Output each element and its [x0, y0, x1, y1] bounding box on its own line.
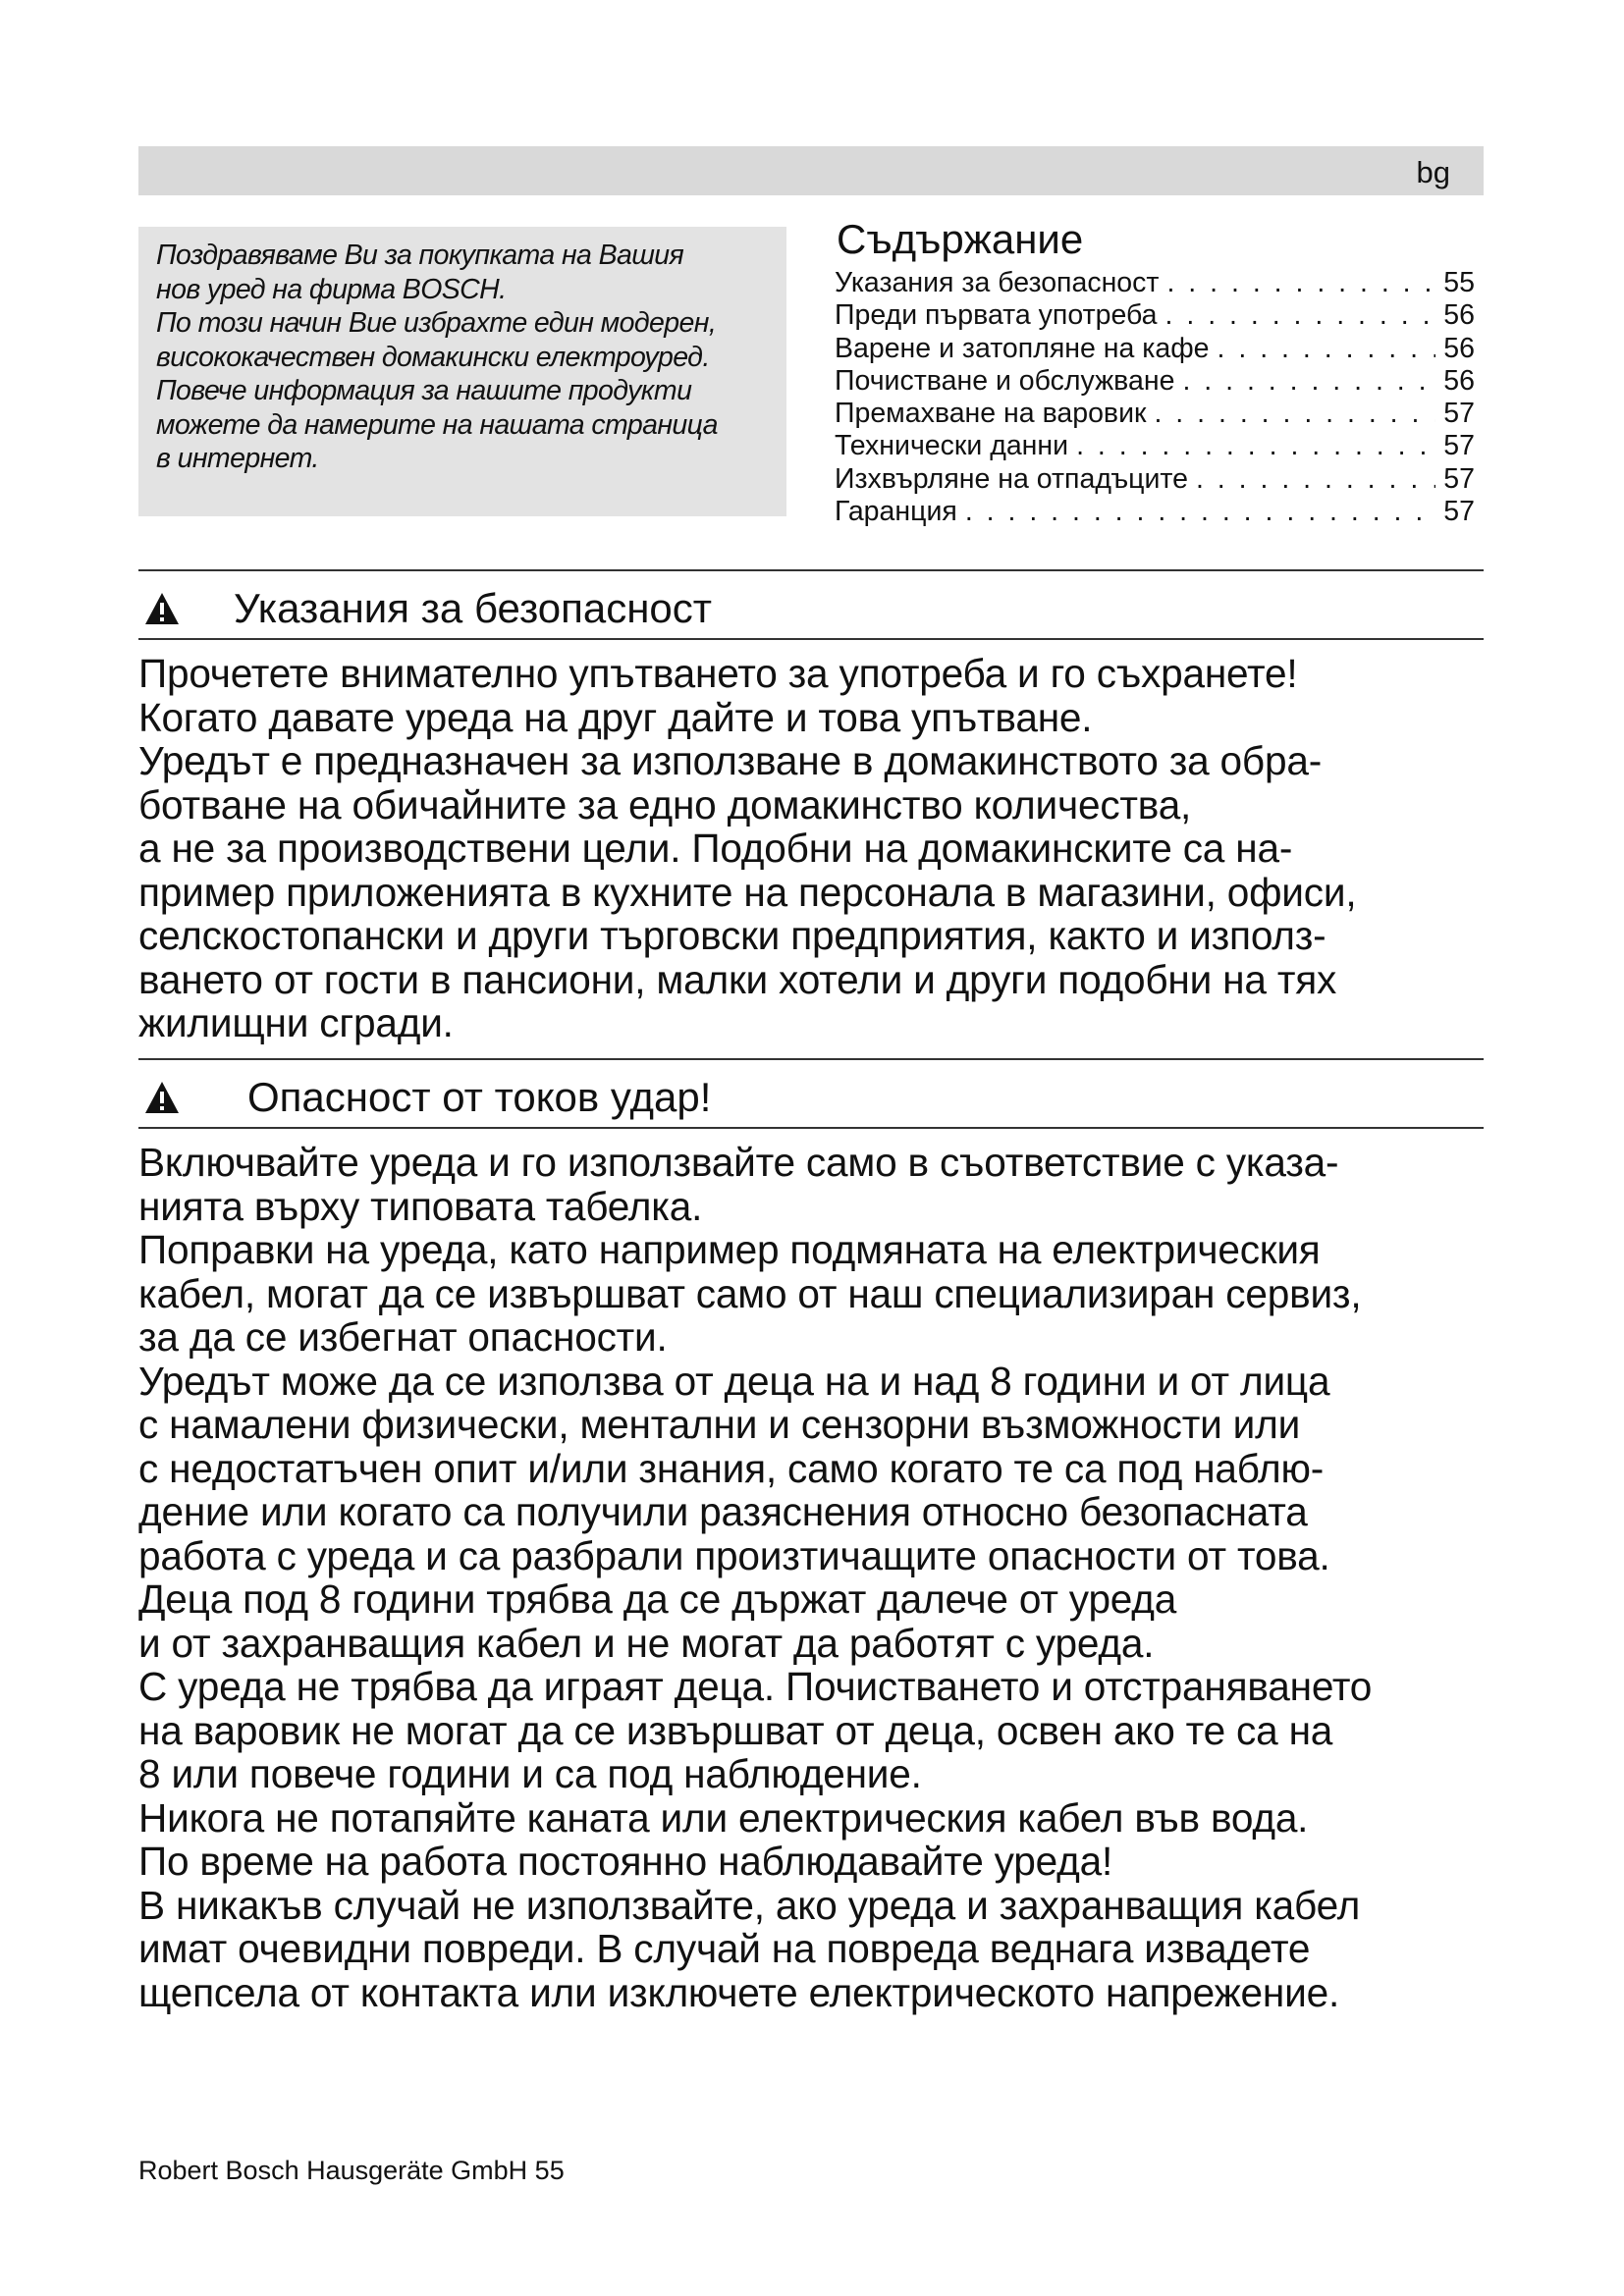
- greeting-line: висококачествен домакински електроуред.: [156, 341, 710, 373]
- page-footer: Robert Bosch Hausgeräte GmbH 55: [138, 2156, 565, 2185]
- toc-leader-dots: [1218, 333, 1436, 365]
- toc-leader-dots: [1165, 299, 1436, 332]
- warning-triangle-icon: [143, 591, 181, 626]
- body-line: В никакъв случай не използвайте, ако уреда и захранващия кабел: [138, 1882, 1361, 1928]
- toc-entry[interactable]: [835, 398, 1475, 430]
- body-line: пример приложенията в кухните на персонала в магазини, офиси,: [138, 869, 1357, 915]
- body-line: Деца под 8 години трябва да се държат далече от уреда: [138, 1576, 1177, 1622]
- body-line: с намалени физически, ментални и сензорни възможности или: [138, 1402, 1301, 1447]
- toc-entry-page: 56: [1443, 299, 1475, 332]
- body-line: ването от гости в пансиони, малки хотели и други подобни на тях: [138, 956, 1337, 1002]
- toc-entry[interactable]: [835, 267, 1475, 299]
- toc-entry-label: Изхвърляне на отпадъците: [835, 462, 1188, 495]
- greeting-line: нов уред на фирма BOSCH.: [156, 273, 507, 305]
- greeting-line: Повече информация за нашите продукти: [156, 375, 692, 406]
- toc-entry-page: 57: [1443, 398, 1475, 430]
- section-body-safety: [138, 652, 1513, 1045]
- section-divider: [138, 638, 1484, 640]
- body-line: селскостопански и други търговски предприятия, както и използ-: [138, 913, 1326, 958]
- body-line: жилищни сгради.: [138, 1000, 454, 1045]
- toc-leader-dots: [965, 496, 1435, 528]
- body-line: а не за производствени цели. Подобни на домакинските са на-: [138, 826, 1293, 871]
- body-line: 8 или повече години и са под наблюдение.: [138, 1751, 922, 1796]
- table-of-contents: [835, 214, 1475, 528]
- toc-entry-label: Премахване на варовик: [835, 398, 1147, 430]
- body-line: дение или когато са получили разяснения относно безопасната: [138, 1489, 1308, 1534]
- toc-leader-dots: [1166, 267, 1435, 299]
- toc-entry-page: 57: [1443, 430, 1475, 462]
- toc-entry-label: Указания за безопасност: [835, 267, 1160, 298]
- section-title: Опасност от токов удар!: [247, 1074, 712, 1120]
- toc-entry-page: 56: [1443, 332, 1475, 364]
- toc-entry-label: Варене и затопляне на кафе: [835, 332, 1210, 364]
- language-bar: [138, 146, 1484, 195]
- body-line: По време на работа постоянно наблюдавайте уреда!: [138, 1839, 1113, 1884]
- toc-entry-label: Преди първата употреба: [835, 299, 1158, 332]
- body-line: и от захранващия кабел и не могат да работят с уреда.: [138, 1620, 1155, 1666]
- toc-leader-dots: [1182, 365, 1435, 398]
- greeting-line: в интернет.: [156, 443, 319, 474]
- greeting-line: Поздравяваме Ви за покупката на Вашия: [156, 240, 684, 271]
- toc-leader-dots: [1076, 430, 1435, 462]
- body-line: кабел, могат да се извършват само от наш специализиран сервиз,: [138, 1270, 1362, 1316]
- toc-entry-label: Гаранция: [835, 496, 957, 528]
- body-line: ботване на обичайните за едно домакинство количества,: [138, 781, 1192, 828]
- body-line: за да се избегнат опасности.: [138, 1314, 668, 1360]
- body-line: Прочетете внимателно упътването за употреба и го съхранете!: [138, 651, 1298, 696]
- toc-entry-label: Почистване и обслужване: [835, 364, 1175, 397]
- body-line: с недостатъчен опит и/или знания, само когато те са под наблю-: [138, 1445, 1325, 1491]
- body-line: имат очевидни повреди. В случай на повреда веднага извадете: [138, 1926, 1311, 1971]
- toc-entry-page: 55: [1443, 267, 1475, 298]
- body-line: Включвайте уреда и го използвайте само в съответствие с указа-: [138, 1140, 1339, 1185]
- toc-entry-page: 56: [1443, 364, 1475, 397]
- body-line: нията върху типовата табелка.: [138, 1183, 703, 1229]
- section-divider: [138, 1127, 1484, 1129]
- greeting-box: [138, 227, 786, 516]
- body-line: Никога не потапяйте каната или електрическия кабел във вода.: [138, 1794, 1309, 1841]
- toc-entry-page: 57: [1443, 496, 1475, 528]
- toc-entry[interactable]: [835, 299, 1475, 332]
- greeting-line: можете да намерите на нашата страница: [156, 408, 718, 441]
- body-line: на варовик не могат да се извършват от деца, освен ако те са на: [138, 1707, 1333, 1753]
- language-code: bg: [1416, 155, 1450, 189]
- body-line: Когато давате уреда на друг дайте и това упътване.: [138, 694, 1093, 740]
- body-line: Поправки на уреда, като например подмяната на електрическия: [138, 1227, 1321, 1272]
- greeting-line: По този начин Вие избрахте един модерен,: [156, 307, 717, 339]
- body-line: С уреда не трябва да играят деца. Почистването и отстраняването: [138, 1664, 1373, 1709]
- warning-triangle-icon: [143, 1080, 181, 1115]
- body-line: Уредът може да се използва от деца на и над 8 години и от лица: [138, 1358, 1330, 1404]
- toc-entry[interactable]: [835, 463, 1475, 496]
- toc-entry[interactable]: [835, 496, 1475, 528]
- toc-entry[interactable]: [835, 430, 1475, 462]
- section-heading-safety: [138, 579, 712, 638]
- section-heading-electric-shock: [138, 1068, 711, 1127]
- toc-title: Съдържание: [837, 216, 1084, 262]
- toc-entry-label: Технически данни: [835, 430, 1069, 462]
- toc-entry[interactable]: [835, 333, 1475, 365]
- body-line: Уредът е предназначен за използване в домакинството за обра-: [138, 738, 1323, 783]
- section-divider: [138, 1058, 1484, 1060]
- section-body-electric-shock: [138, 1141, 1513, 2014]
- section-divider: [138, 569, 1484, 571]
- toc-leader-dots: [1196, 463, 1435, 496]
- toc-entry-page: 57: [1443, 462, 1475, 495]
- body-line: работа с уреда и са разбрали произтичащите опасности от това.: [138, 1532, 1330, 1578]
- toc-entry[interactable]: [835, 365, 1475, 398]
- body-line: щепсела от контакта или изключете електрическото напрежение.: [138, 1969, 1340, 2015]
- toc-leader-dots: [1154, 398, 1435, 430]
- section-title: Указания за безопасност: [234, 585, 712, 631]
